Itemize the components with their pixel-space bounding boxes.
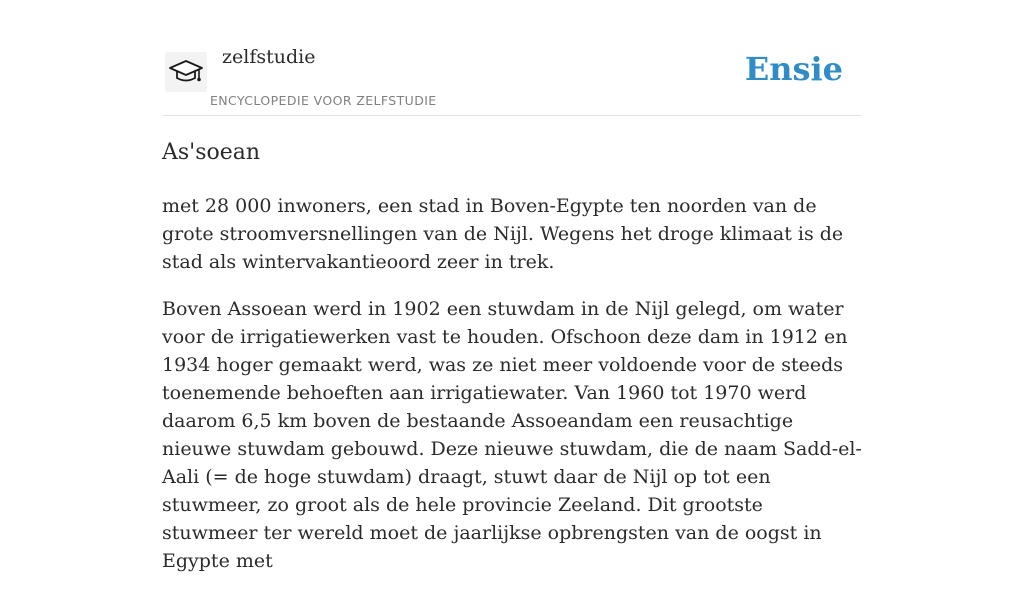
- site-header: [162, 40, 862, 116]
- brand-logo-link[interactable]: Ensie: [744, 50, 843, 88]
- article-paragraph: met 28 000 inwoners, een stad in Boven-Egypte ten noorden van de grote stroomversnellingen van de Nijl. Wegens het droge klimaat is de stad als wintervakantieoord zeer in trek.: [162, 195, 844, 273]
- graduation-cap-icon: [168, 58, 204, 86]
- site-name[interactable]: zelfstudie: [222, 46, 316, 68]
- site-logo[interactable]: [165, 52, 207, 92]
- article-title: As'soean: [162, 140, 261, 165]
- site-tagline: ENCYCLOPEDIE VOOR ZELFSTUDIE: [210, 93, 437, 108]
- article-paragraph: Boven Assoean werd in 1902 een stuwdam in de Nijl gelegd, om water voor de irrigatiewerken vast te houden. Ofschoon deze dam in 1912 en 1934 hoger gemaakt werd, was ze niet meer voldoende voor de steeds toenemende behoeften aan irrigatiewater. Van 1960 tot 1970 werd daarom 6,5 km boven de bestaande Assoeandam een reusachtige nieuwe stuwdam gebouwd. Deze nieuwe stuwdam, die de naam Sadd-el-Aali (= de hoge stuwdam) draagt, stuwt daar de Nijl op tot een stuwmeer, zo groot als de hele provincie Zeeland. Dit grootste stuwmeer ter wereld moet de jaarlijkse opbrengsten van de oogst in Egypte met: [162, 298, 862, 572]
- article-body: [162, 192, 862, 594]
